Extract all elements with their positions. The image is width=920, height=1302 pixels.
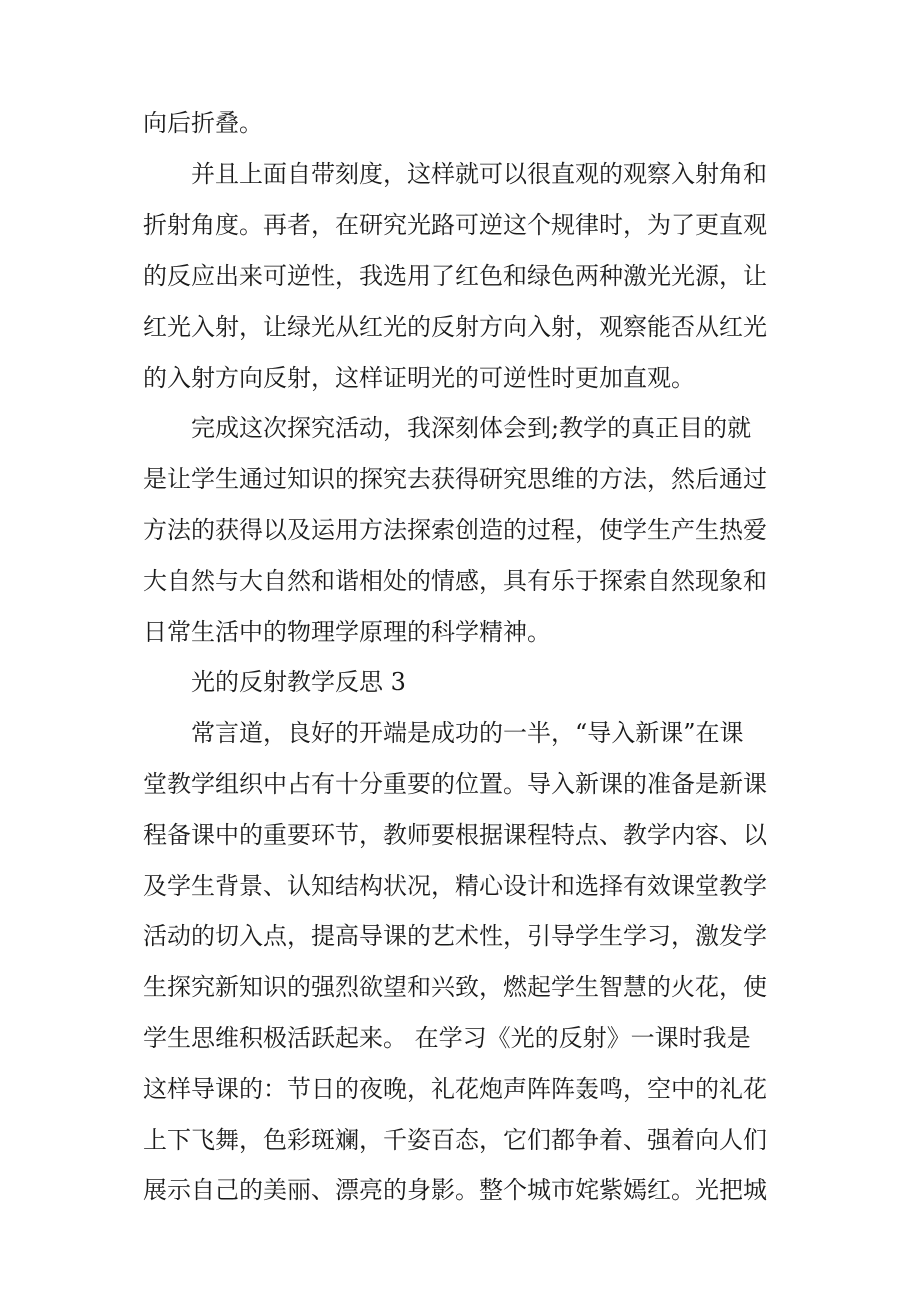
text-line: 这样导课的：节日的夜晚，礼花炮声阵阵轰鸣，空中的礼花: [143, 1075, 767, 1103]
text-line: 折射角度。再者，在研究光路可逆这个规律时，为了更直观: [143, 211, 767, 239]
text-line: 堂教学组织中占有十分重要的位置。导入新课的准备是新课: [143, 770, 767, 798]
text-line: 及学生背景、认知结构状况，精心设计和选择有效课堂教学: [143, 872, 767, 900]
text-line: 展示自己的美丽、漂亮的身影。整个城市姹紫嫣红。光把城: [143, 1176, 767, 1204]
text-line: 是让学生通过知识的探究去获得研究思维的方法，然后通过: [143, 465, 767, 493]
text-line: 的反应出来可逆性，我选用了红色和绿色两种激光光源，让: [143, 262, 767, 290]
paragraph-first-line: 并且上面自带刻度，这样就可以很直观的观察入射角和: [191, 160, 767, 188]
section-heading: 光的反射教学反思 3: [191, 668, 406, 696]
text-line: 方法的获得以及运用方法探索创造的过程，使学生产生热爱: [143, 516, 767, 544]
text-line: 大自然与大自然和谐相处的情感，具有乐于探索自然现象和: [143, 567, 767, 595]
text-line: 生探究新知识的强烈欲望和兴致，燃起学生智慧的火花，使: [143, 973, 767, 1001]
text-line: 日常生活中的物理学原理的科学精神。: [143, 618, 551, 646]
text-line: 向后折叠。: [143, 109, 263, 137]
text-line: 的入射方向反射，这样证明光的可逆性时更加直观。: [143, 364, 695, 392]
text-line: 上下飞舞，色彩斑斓，千姿百态，它们都争着、强着向人们: [143, 1126, 767, 1154]
text-line: 活动的切入点，提高导课的艺术性，引导学生学习，激发学: [143, 922, 767, 950]
text-line: 程备课中的重要环节，教师要根据课程特点、教学内容、以: [143, 821, 767, 849]
paragraph-first-line: 完成这次探究活动，我深刻体会到;教学的真正目的就: [191, 414, 752, 442]
text-line: 红光入射，让绿光从红光的反射方向入射，观察能否从红光: [143, 313, 767, 341]
text-line: 学生思维积极活跃起来。 在学习《光的反射》一课时我是: [143, 1024, 751, 1052]
paragraph-first-line: 常言道，良好的开端是成功的一半，“导入新课”在课: [191, 719, 744, 747]
